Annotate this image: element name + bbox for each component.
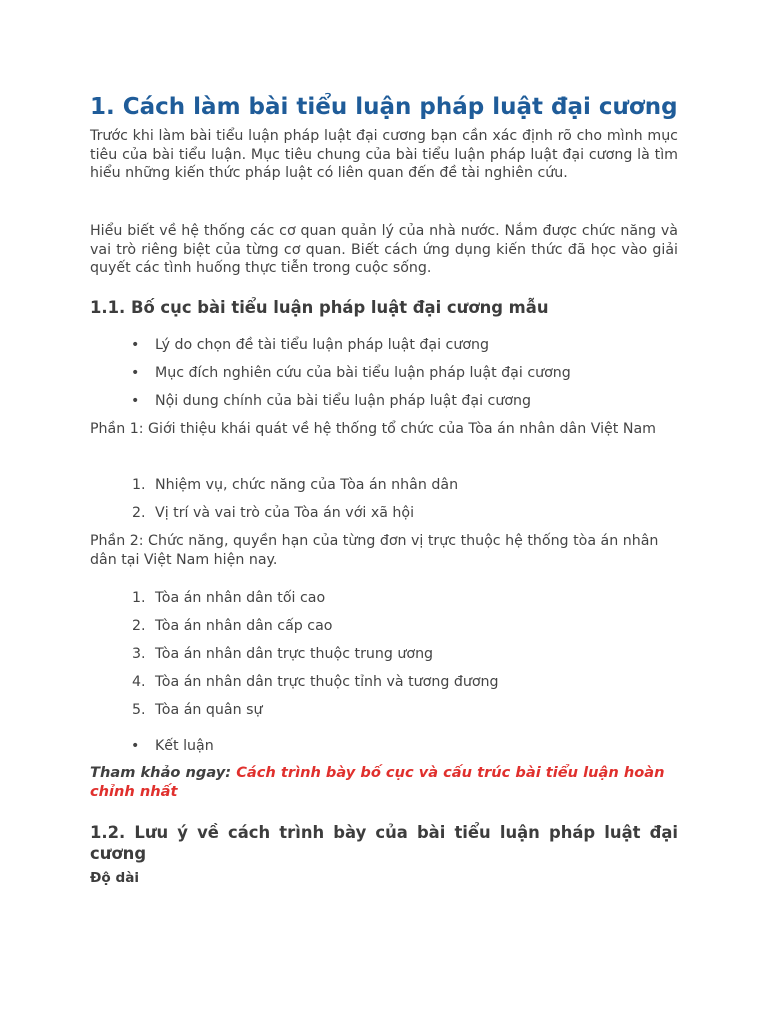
list-number: 1. — [132, 590, 146, 606]
list-item: • Mục đích nghiên cứu của bài tiểu luận pháp luật đại cương — [90, 364, 678, 392]
part-2-title: Phần 2: Chức năng, quyền hạn của từng đơn vị trực thuộc hệ thống tòa án nhân dân tại Việt Nam hiện nay. — [90, 533, 659, 568]
part-1-list — [90, 476, 678, 532]
list-item — [90, 645, 678, 673]
list-number: 4. — [132, 674, 146, 690]
list-item-text: Nhiệm vụ, chức năng của Tòa án nhân dân — [155, 477, 459, 493]
section-1-1-heading: 1.1. Bố cục bài tiểu luận pháp luật đại cương mẫu — [90, 298, 549, 317]
reference-lead: Tham khảo ngay: — [90, 764, 232, 781]
list-item: • Lý do chọn đề tài tiểu luận pháp luật đại cương — [90, 336, 678, 364]
list-number: 2. — [132, 505, 146, 521]
intro-paragraph-2: Hiểu biết về hệ thống các cơ quan quản lý của nhà nước. Nắm được chức năng và vai trò riêng biệt của từng cơ quan. Biết cách ứng dụng kiến thức đã học vào giải quyết các tình huống thực tiễn trong cuộc sống. — [90, 223, 678, 277]
part-1-title: Phần 1: Giới thiệu khái quát về hệ thống tổ chức của Tòa án nhân dân Việt Nam — [90, 421, 656, 437]
list-item: • Nội dung chính của bài tiểu luận pháp luật đại cương — [90, 392, 678, 420]
reference-line — [90, 764, 678, 801]
list-item — [90, 476, 678, 504]
section-1-2-heading: 1.2. Lưu ý về cách trình bày của bài tiểu luận pháp luật đại cương — [90, 823, 678, 863]
list-item — [90, 673, 678, 701]
page-title: 1. Cách làm bài tiểu luận pháp luật đại cương — [90, 94, 678, 120]
list-item: • Kết luận — [90, 737, 678, 765]
conclusion-bullet-list — [90, 737, 678, 765]
list-number: 3. — [132, 646, 146, 662]
list-number: 5. — [132, 702, 146, 718]
list-item — [90, 589, 678, 617]
list-number: 1. — [132, 477, 146, 493]
list-item — [90, 504, 678, 532]
list-item-text: Tòa án nhân dân trực thuộc tỉnh và tương đương — [155, 674, 499, 690]
list-item-text: Vị trí và vai trò của Tòa án với xã hội — [155, 505, 415, 521]
list-item-text: Tòa án nhân dân tối cao — [155, 590, 326, 606]
intro-paragraph-1: Trước khi làm bài tiểu luận pháp luật đại cương bạn cần xác định rõ cho mình mục tiêu của bài tiểu luận. Mục tiêu chung của bài tiểu luận pháp luật đại cương là tìm hiểu những kiến thức pháp luật có liên quan đến đề tài nghiên cứu. — [90, 128, 678, 182]
reference-link[interactable]: Cách trình bày bố cục và cấu trúc bài tiểu luận hoàn chỉnh nhất — [90, 764, 665, 800]
list-item-text: Tòa án nhân dân trực thuộc trung ương — [155, 646, 434, 662]
list-item — [90, 617, 678, 645]
subheading-length: Độ dài — [90, 870, 140, 886]
list-item-text: Tòa án nhân dân cấp cao — [155, 618, 333, 634]
part-2-list — [90, 589, 678, 729]
list-item-text: Tòa án quân sự — [155, 702, 263, 718]
list-item — [90, 701, 678, 729]
layout-bullet-list — [90, 336, 678, 420]
list-number: 2. — [132, 618, 146, 634]
